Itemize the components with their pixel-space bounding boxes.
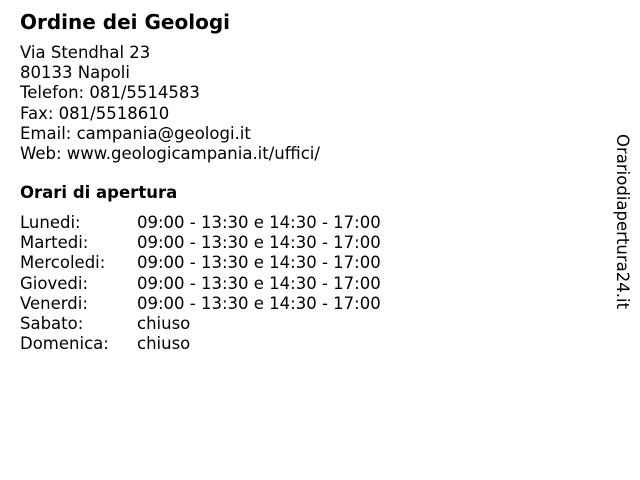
street-address: Via Stendhal 23 <box>20 43 151 62</box>
day-label: Domenica: <box>20 334 109 354</box>
day-label: Lunedi: <box>20 213 81 232</box>
email-address: Email: campania@geologi.it <box>20 123 251 143</box>
day-label: Giovedi: <box>20 273 88 293</box>
fax-number: Fax: 081/5518610 <box>20 103 170 123</box>
time-value: chiuso <box>137 313 191 333</box>
time-value: 09:00 - 13:30 e 14:30 - 17:00 <box>137 213 381 232</box>
website-address: Web: www.geologicampania.it/uffici/ <box>20 143 320 163</box>
side-brand-watermark: Orariodiapertura24.it <box>613 134 632 310</box>
day-label: Mercoledi: <box>20 253 106 273</box>
day-label: Martedi: <box>20 233 89 253</box>
city-address: 80133 Napoli <box>20 63 130 83</box>
opening-hours-heading: Orari di apertura <box>20 183 178 202</box>
time-value: 09:00 - 13:30 e 14:30 - 17:00 <box>137 293 381 313</box>
page-title: Ordine dei Geologi <box>20 10 230 34</box>
time-value: 09:00 - 13:30 e 14:30 - 17:00 <box>137 233 381 253</box>
day-label: Venerdi: <box>20 293 88 313</box>
time-value: 09:00 - 13:30 e 14:30 - 17:00 <box>137 253 381 273</box>
day-label: Sabato: <box>20 313 84 333</box>
time-value: 09:00 - 13:30 e 14:30 - 17:00 <box>137 273 381 293</box>
address-block <box>20 43 320 164</box>
phone-number: Telefon: 081/5514583 <box>20 83 200 103</box>
time-value: chiuso <box>137 334 191 354</box>
